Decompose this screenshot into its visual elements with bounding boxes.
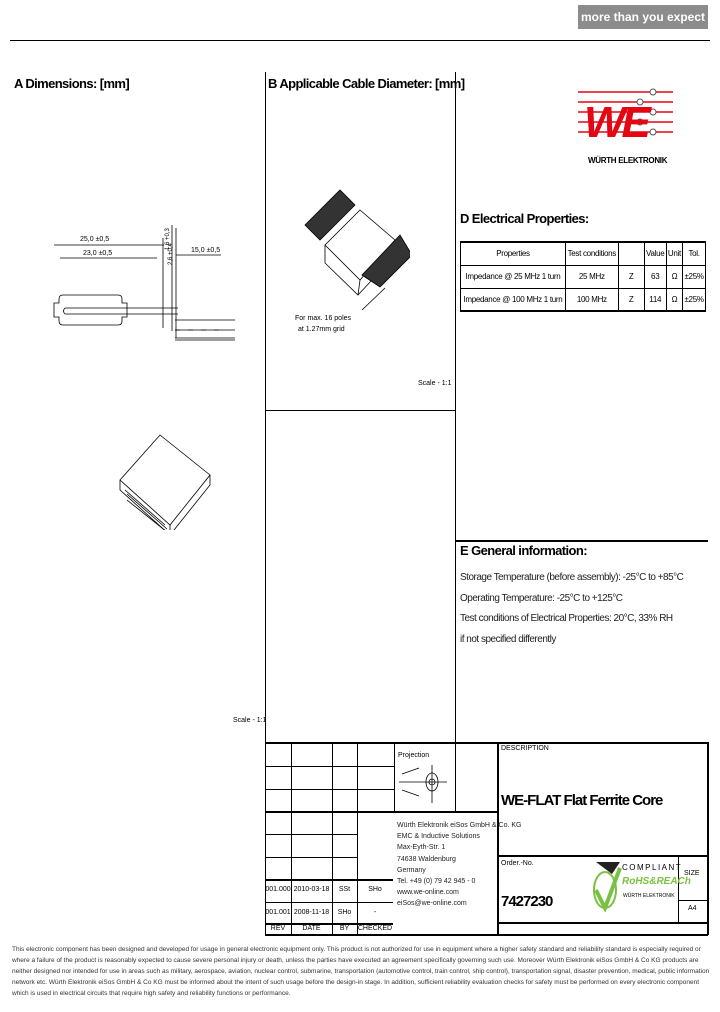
rev-cell: 001.000	[265, 886, 291, 893]
cell: 100 MHz	[565, 288, 618, 311]
rev-cell: 2008-11-18	[293, 909, 330, 916]
rev-cell: -	[373, 909, 377, 916]
cable-drawing	[300, 185, 410, 310]
cell: Impedance @ 100 MHz 1 turn	[461, 288, 566, 311]
table-row	[461, 288, 706, 311]
header-cell: Test conditions	[565, 242, 618, 265]
cell: 114	[644, 288, 666, 311]
header-cell: Properties	[461, 242, 566, 265]
dimension-drawing	[45, 220, 235, 350]
address-line: www.we-online.com	[397, 889, 459, 897]
disclaimer-footer: This electronic component has been designed and developed for usage in general electronic equipment only. This product is not authorized for use in equipment where a higher safety standard and reliability standard is especially required or where a failure of the product is reasonably expected to cause severe personal injury or death, unless the parties have executed an agreement specifically governing such use. Moreover Würth Elektronik eiSos GmbH & Co KG products are neither designed nor intended for use in areas such as military, aerospace, aviation, nuclear control, submarine, transportation (automotive control, train control, ship control), transportation signal, disaster prevention, medical, public information network etc. Würth Elektronik eiSos GmbH & Co KG must be informed about the intent of such usage before the design-in stage. In addition, sufficient reliability evaluation checks for safety must be performed on every electronic component which is used in electrical circuits that require high safety and reliability functions or performance.	[12, 946, 710, 997]
address-line: eiSos@we-online.com	[397, 900, 467, 908]
address-line: Germany	[397, 866, 426, 874]
projection-symbol-icon	[399, 762, 447, 804]
cell: ±25%	[683, 288, 706, 311]
rev-header: REV	[270, 925, 286, 932]
cell: Impedance @ 25 MHz 1 turn	[461, 265, 566, 288]
cell: 25 MHz	[565, 265, 618, 288]
divider	[265, 834, 357, 835]
cell: ±25%	[683, 265, 706, 288]
divider	[265, 410, 455, 411]
rev-header: DATE	[302, 925, 321, 932]
header-cell: Tol.	[683, 242, 706, 265]
cell: Z	[618, 265, 644, 288]
order-number: 7427230	[501, 893, 553, 910]
rev-cell: SHo	[368, 886, 382, 893]
general-line: Storage Temperature (before assembly): -25°C to +85°C	[460, 572, 684, 583]
table-row	[461, 265, 706, 288]
logo-mark: WE	[584, 98, 647, 147]
projection-label: Projection	[398, 752, 430, 759]
divider	[455, 540, 708, 542]
address-line: Würth Elektronik eiSos GmbH & Co. KG	[397, 822, 522, 829]
header-cell: Unit	[666, 242, 682, 265]
rohs-compliant: COMPLIANT	[622, 863, 683, 872]
divider	[455, 72, 456, 742]
electrical-properties-table	[460, 241, 706, 312]
address-line: 74638 Waldenburg	[397, 855, 456, 863]
header-cell	[618, 242, 644, 265]
size-value: A4	[688, 905, 697, 912]
general-line: Operating Temperature: -25°C to +125°C	[460, 592, 623, 604]
dim-label: 2,6 +0,4	[168, 243, 174, 265]
rev-header: CHECKED	[357, 925, 393, 932]
divider	[455, 742, 456, 812]
dim-label: 25,0 ±0,5	[80, 236, 110, 243]
cell: 63	[644, 265, 666, 288]
divider	[265, 766, 394, 767]
rev-cell: 2010-03-18	[293, 886, 330, 893]
address-line: Max-Eyth-Str. 1	[397, 844, 446, 852]
cable-note-line: For max. 16 poles	[295, 315, 352, 322]
rev-cell: 001.001	[265, 909, 291, 916]
logo-brand: WÜRTH ELEKTRONIK	[588, 156, 668, 165]
rohs-brand: WÜRTH ELEKTRONIK	[623, 893, 675, 899]
rev-cell: SSt	[338, 886, 351, 893]
divider	[265, 811, 497, 813]
cable-note	[295, 313, 351, 335]
section-e-title: E General information:	[460, 543, 587, 558]
section-a-title: A Dimensions: [mm]	[14, 76, 130, 91]
divider	[265, 72, 266, 742]
rohs-reach: RoHS&REACh	[622, 876, 691, 887]
product-description: WE-FLAT Flat Ferrite Core	[501, 792, 663, 809]
divider	[497, 855, 707, 857]
description-label: DESCRIPTION	[501, 745, 549, 752]
dim-label: 23,0 ±0,5	[83, 250, 113, 257]
scale-label: Scale - 1:1	[233, 717, 267, 724]
divider	[265, 857, 357, 858]
dim-label: 15,0 ±0,5	[191, 247, 221, 254]
order-label: Order.-No.	[501, 860, 534, 867]
scale-label: Scale - 1:1	[418, 380, 452, 387]
wurth-logo	[578, 85, 678, 155]
rev-header: BY	[339, 925, 350, 932]
header-cell: Value	[644, 242, 666, 265]
header-divider	[10, 40, 710, 41]
size-label: SIZE	[684, 870, 700, 877]
divider	[678, 900, 707, 901]
general-line: Test conditions of Electrical Properties: 20°C, 33% RH	[460, 613, 673, 624]
general-line: if not specified differently	[460, 633, 556, 645]
cable-note-line: at 1.27mm grid	[298, 326, 345, 333]
address-line: EMC & Inductive Solutions	[397, 833, 480, 841]
divider	[265, 789, 394, 790]
rohs-check-icon	[592, 862, 622, 912]
general-info	[460, 568, 683, 650]
divider	[707, 742, 709, 935]
rev-cell: SHo	[337, 909, 352, 916]
tagline-banner: more than you expect	[578, 5, 708, 29]
divider	[394, 742, 395, 812]
divider	[497, 922, 707, 924]
address-line: Tel. +49 (0) 79 42 945 - 0	[397, 878, 476, 886]
dim-label: 1,6 +0,3	[165, 228, 171, 250]
table-header-row	[461, 242, 706, 265]
section-b-title: B Applicable Cable Diameter: [mm]	[268, 76, 465, 91]
cell: Z	[618, 288, 644, 311]
cell: Ω	[666, 265, 682, 288]
core-3d-drawing	[115, 430, 215, 530]
cell: Ω	[666, 288, 682, 311]
section-d-title: D Electrical Properties:	[460, 211, 589, 226]
